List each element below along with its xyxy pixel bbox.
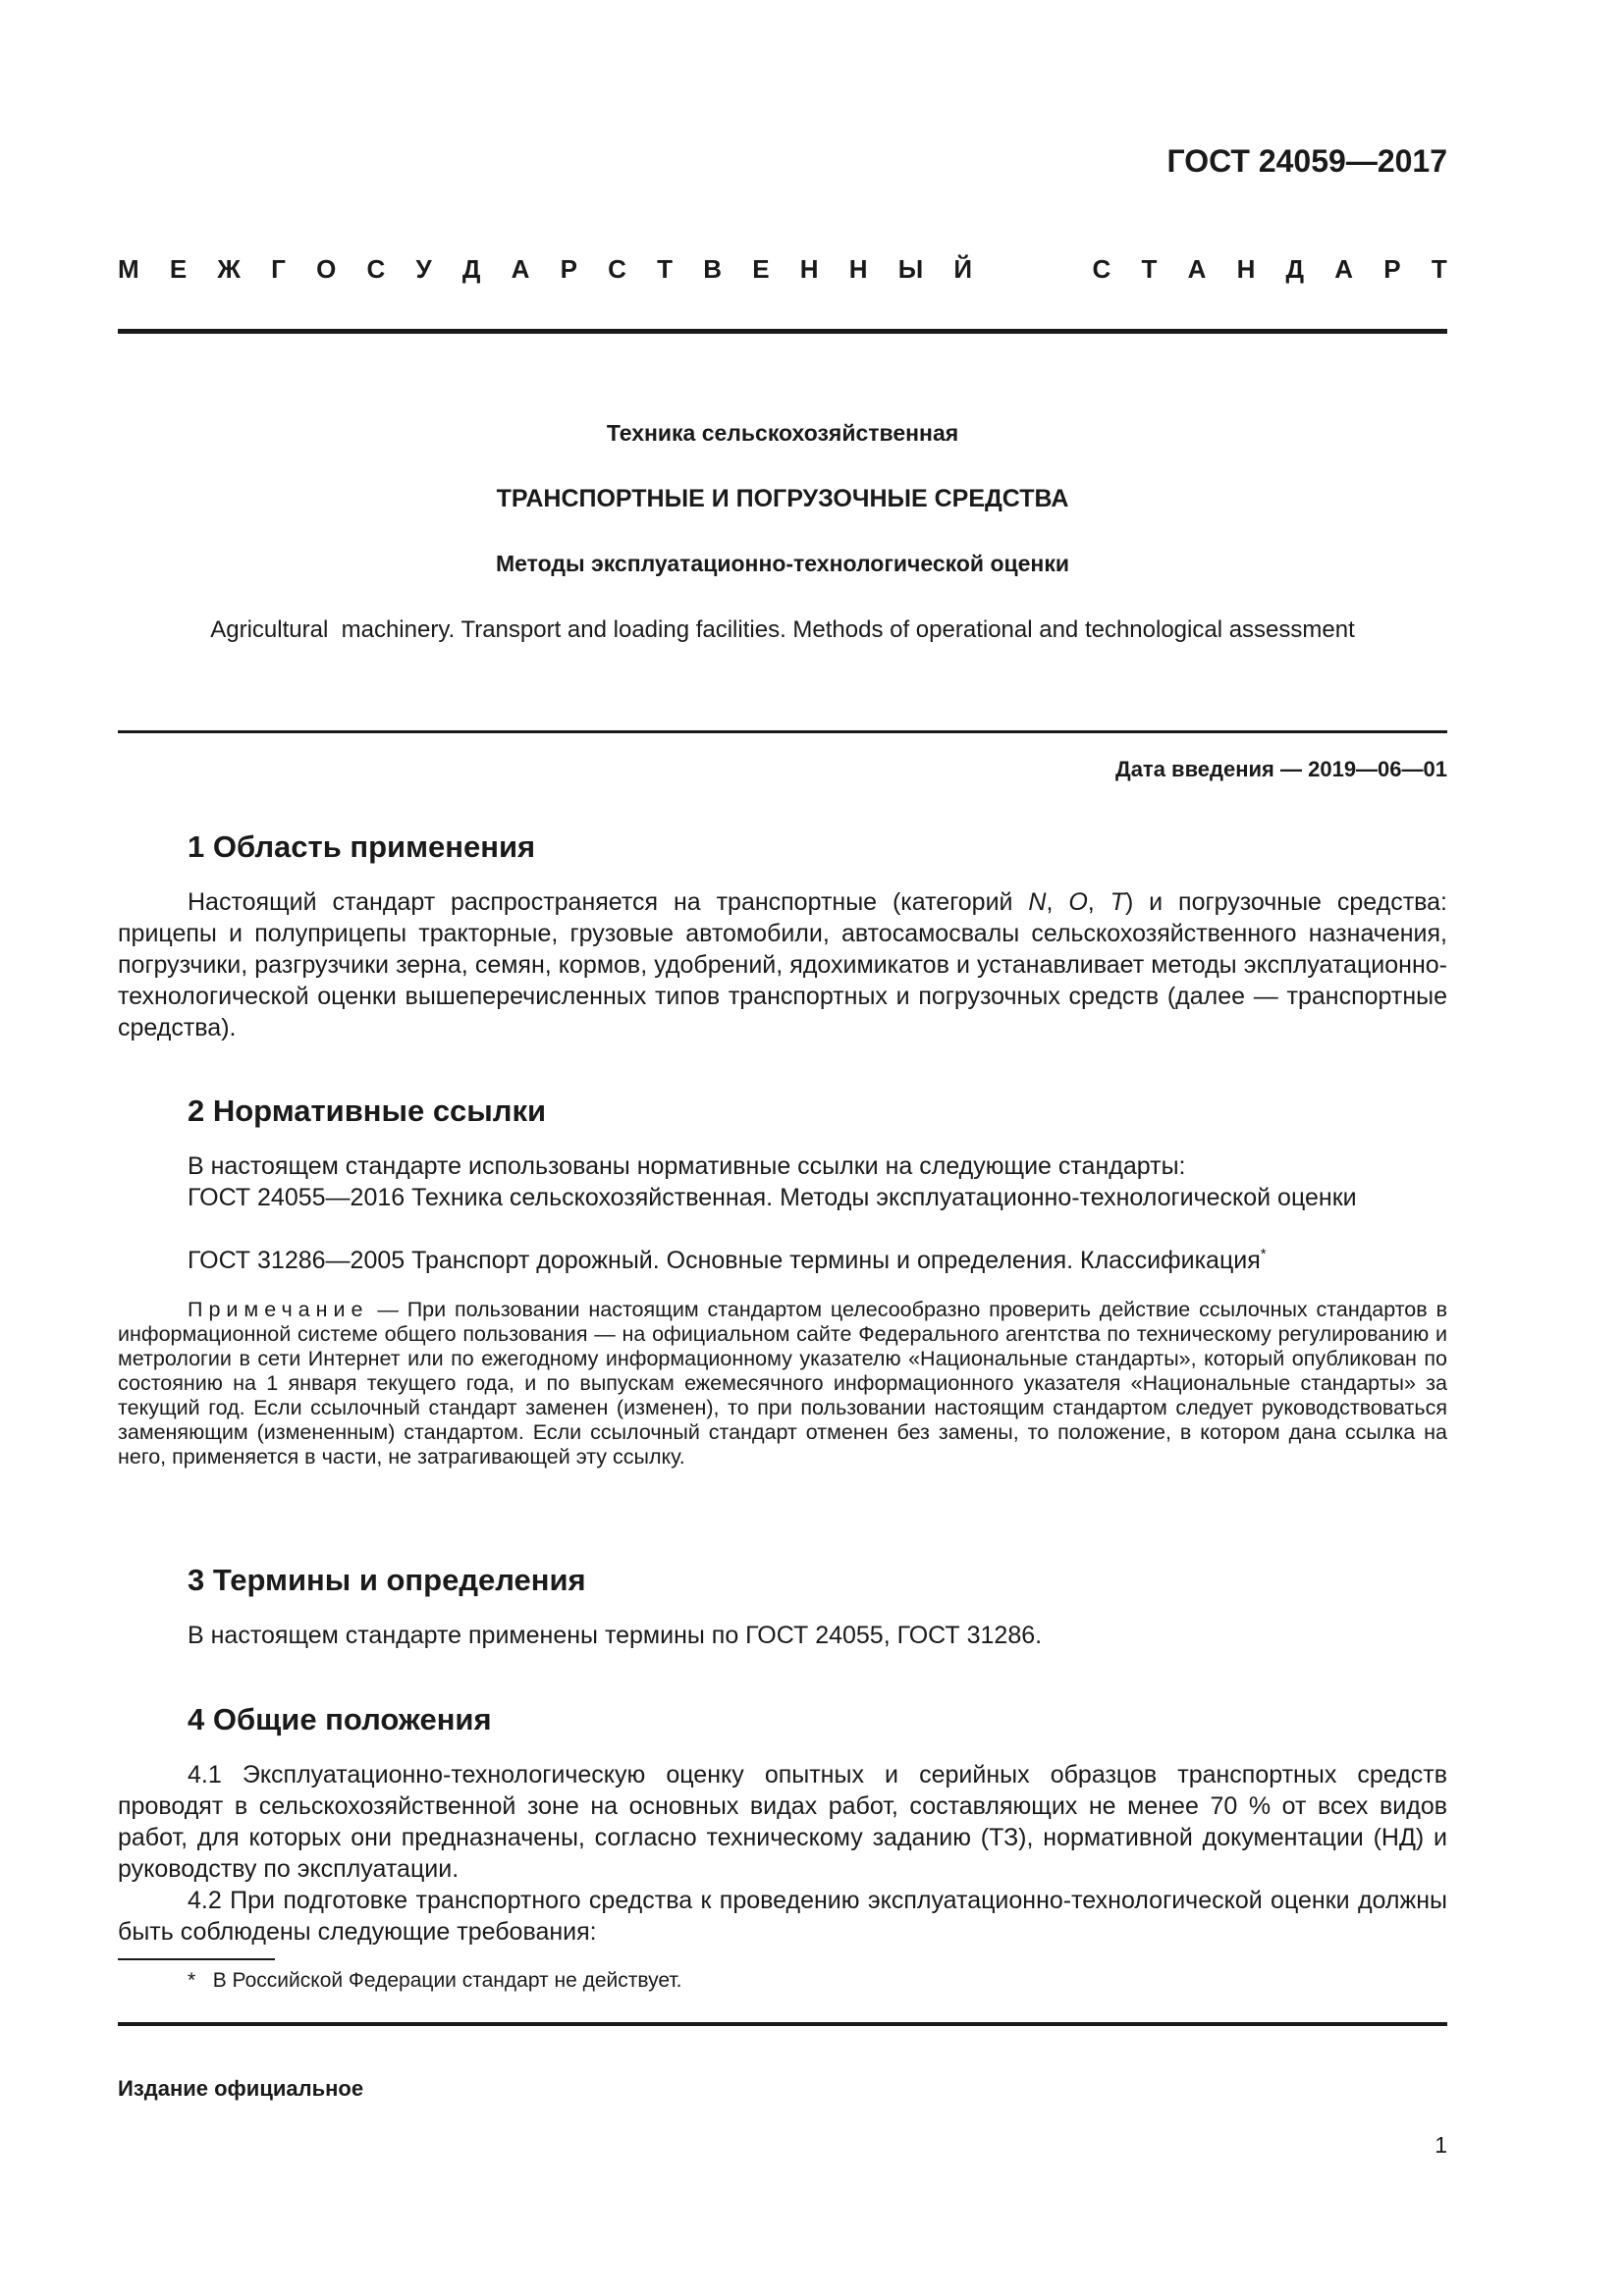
banner-letter: А [511,254,530,284]
banner-letter: Ы [897,254,924,284]
banner-letter: Й [953,254,973,284]
section-3-heading: 3 Термины и определения [188,1563,586,1597]
banner-letter: Г [271,254,286,284]
title-line-1: Техника сельскохозяйственная [606,420,959,446]
interstate-standard-banner [118,254,1447,285]
section-2-ref-2 [118,1245,1447,1276]
banner-letter: М [118,254,139,284]
title-english: Agricultural machinery. Transport and loading facilities. Methods of operational and technological assessment [210,616,1355,643]
note-text: — При пользовании настоящим стандартом целесообразно проверить действие ссылочных стандартов в информационной системе общего пользования — на официальном сайте Федерального агентства по техническому регулированию и метрологии в сети Интернет или по ежегодному информационному указателю «Национальные стандарты», который опубликован по состоянию на 1 января текущего года, и по выпускам ежемесячного информационного указателя «Национальные стандарты» за текущий год. Если ссылочный стандарт заменен (изменен), то при пользовании настоящим стандартом следует руководствоваться заменяющим (измененным) стандартом. Если ссылочный стандарт отменен без замены, то положение, в котором дана ссылка на него, применяется в части, не затрагивающей эту ссылку. [118,1298,1447,1468]
footnote-divider [118,1958,275,1960]
s2-intro-text: В настоящем стандарте использованы нормативные ссылки на следующие стандарты: [188,1152,1186,1180]
gost-number: ГОСТ 24059—2017 [1166,143,1447,179]
s2-ref-1-text: ГОСТ 24055—2016 Техника сельскохозяйственная. Методы эксплуатационно-технологической оценки [188,1184,1357,1211]
section-2-note [118,1298,1447,1469]
section-4-para-2 [118,1885,1447,1948]
section-1-heading: 1 Область применения [188,829,536,864]
footnote [188,1969,681,1993]
note-label: Примечание [188,1298,369,1321]
banner-letter: Р [1383,254,1401,284]
s1-text-a: Настоящий стандарт распространяется на транспортные (категорий [188,888,1029,916]
banner-letter: С [1092,254,1111,284]
s1-cat-o: O [1068,888,1088,916]
banner-letter: Т [1431,254,1447,284]
banner-letter: В [703,254,723,284]
section-2-ref-1 [118,1182,1447,1213]
banner-letter: Д [1285,254,1305,284]
section-2-intro [118,1150,1447,1182]
banner-letter: Р [560,254,577,284]
banner-letter: Е [752,254,770,284]
s1-text-b: ) и погрузочные средства: прицепы и полуприцепы тракторные, грузовые автомобили, автосамосвалы сельскохозяйственного назначения, погрузчики, разгрузчики зерна, семян, кормов, удобрений, ядохимикатов и устанавливает методы эксплуатационно-технологической оценки вышеперечисленных типов транспортных и погрузочных средств (далее — транспортные средства). [118,888,1447,1041]
footer-divider [118,2022,1447,2026]
banner-letter: Т [657,254,674,284]
footnote-mark: * [188,1969,196,1992]
edition-label: Издание официальное [118,2076,364,2101]
banner-letter: Ж [217,254,241,284]
banner-letter: У [415,254,432,284]
section-4-para-1 [118,1759,1447,1885]
title-line-3: Методы эксплуатационно-технологической оценки [496,551,1069,576]
section-3-text [118,1620,1447,1651]
banner-gap [1002,254,1061,285]
banner-letter: Н [1236,254,1256,284]
banner-letter: Д [461,254,481,284]
banner-letter: С [366,254,386,284]
banner-letter: О [316,254,337,284]
title-line-2: ТРАНСПОРТНЫЕ И ПОГРУЗОЧНЫЕ СРЕДСТВА [496,485,1069,512]
page-number: 1 [1435,2132,1447,2158]
footnote-ref-mark: * [1260,1246,1267,1262]
banner-letter: Е [169,254,188,284]
s1-sep2: , [1087,888,1110,916]
intro-date: Дата введения — 2019—06—01 [1115,757,1447,781]
banner-letter: С [608,254,626,284]
s2-ref-2-text: ГОСТ 31286—2005 Транспорт дорожный. Основные термины и определения. Классификация [188,1247,1261,1274]
s4-p2-text: 4.2 При подготовке транспортного средства к проведению эксплуатационно-технологической оценки должны быть соблюдены следующие требования: [118,1887,1447,1946]
footnote-text: В Российской Федерации стандарт не действует. [212,1969,682,1992]
header-divider [118,329,1447,334]
banner-letter: Н [848,254,868,284]
s4-p1-text: 4.1 Эксплуатационно-технологическую оценку опытных и серийных образцов транспортных средств проводят в сельскохозяйственной зоне на основных видах работ, составляющих не менее 70 % от всех видов работ, для которых они предназначены, согласно техническому заданию (ТЗ), нормативной документации (НД) и руководству по эксплуатации. [118,1761,1447,1883]
banner-letter: А [1187,254,1207,284]
s1-cat-t: T [1110,888,1125,916]
section-2-heading: 2 Нормативные ссылки [188,1094,547,1128]
banner-letter: Н [799,254,819,284]
s3-text: В настоящем стандарте применены термины по ГОСТ 24055, ГОСТ 31286. [188,1622,1043,1649]
banner-letter: А [1334,254,1354,284]
section-4-heading: 4 Общие положения [188,1702,492,1736]
title-divider [118,730,1447,733]
s1-cat-n: N [1028,888,1047,916]
banner-letter: Т [1141,254,1158,284]
s1-sep1: , [1046,888,1069,916]
section-1-text [118,886,1447,1043]
